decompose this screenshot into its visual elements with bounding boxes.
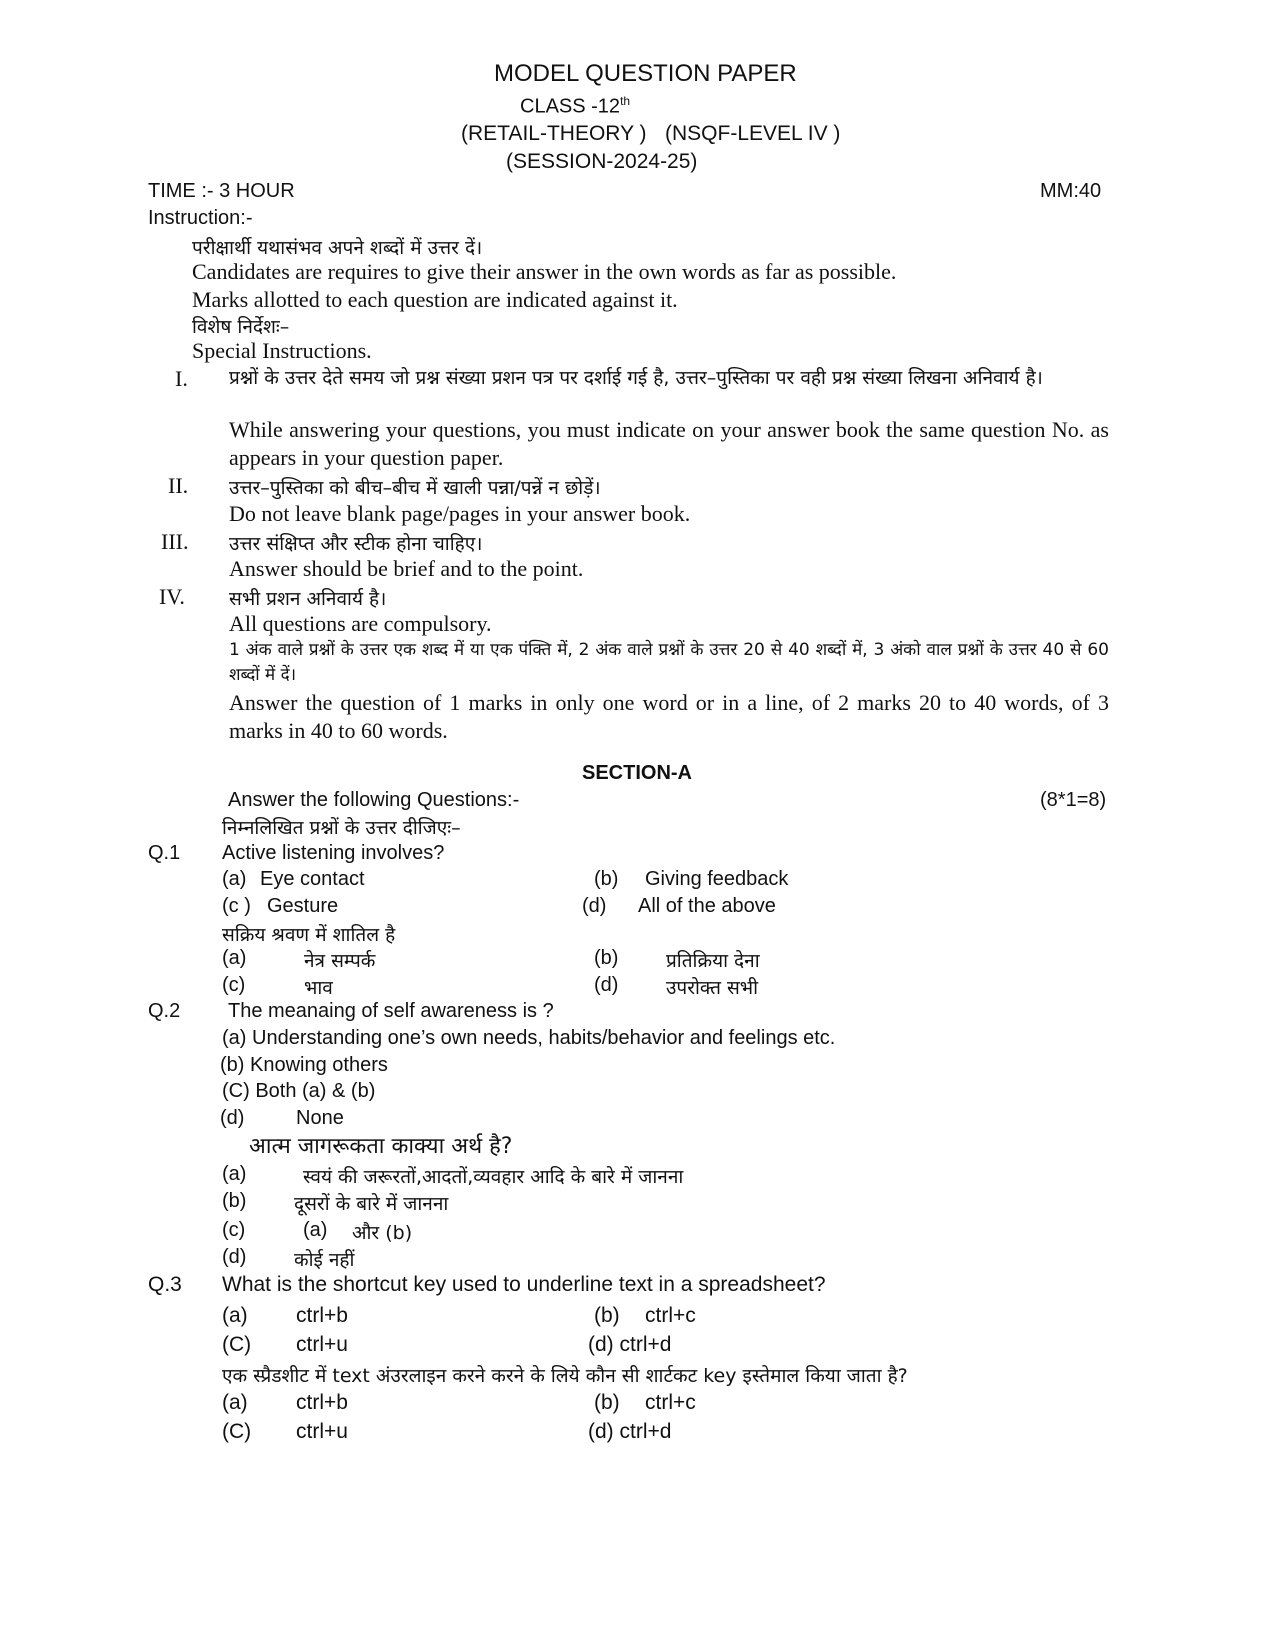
instruction-number: IV. xyxy=(159,584,185,609)
instruction-hindi: उत्तर–पुस्तिका को बीच–बीच में खाली पन्ना/पन्नें न छोड़ें। xyxy=(229,477,601,499)
max-marks-label: MM:40 xyxy=(1040,180,1102,202)
question-number: Q.3 xyxy=(148,1273,182,1296)
option-text: Eye contact xyxy=(260,868,365,890)
option-label: (a) xyxy=(222,1391,248,1414)
instruction-hindi: प्रश्नों के उत्तर देते समय जो प्रश्न संख्या प्रशन पत्र पर दर्शाई गई है, उत्तर–पुस्तिका पर वही प्रश्न संख्या लिखना अनिवार्य है। xyxy=(229,367,1043,389)
question-text: Active listening involves? xyxy=(222,842,445,864)
instruction-number: II. xyxy=(168,473,189,498)
option-text: Giving feedback xyxy=(645,868,789,890)
option-label: (c) xyxy=(222,974,246,996)
option-label: (a) xyxy=(222,1163,247,1185)
section-a-prompt: Answer the following Questions:- xyxy=(228,789,520,811)
option-label: (b) xyxy=(222,1190,247,1212)
option-text-hindi: और (b) xyxy=(352,1222,413,1244)
option-text: (d) ctrl+d xyxy=(588,1333,672,1356)
option-label: (b) xyxy=(594,947,619,969)
question-text-hindi: सक्रिय श्रवण में शातिल है xyxy=(222,924,396,946)
option-label: (c ) xyxy=(222,895,251,917)
option-label: (d) xyxy=(594,974,619,996)
class-superscript: th xyxy=(620,94,631,108)
option-text: All of the above xyxy=(638,895,776,917)
session-label: (SESSION-2024-25) xyxy=(506,150,698,173)
section-a-prompt-hindi: निम्नलिखित प्रश्नों के उत्तर दीजिएः– xyxy=(222,817,461,839)
option-label: (d) xyxy=(582,895,607,917)
question-text: What is the shortcut key used to underline text in a spreadsheet? xyxy=(222,1273,826,1296)
paper-title: MODEL QUESTION PAPER xyxy=(494,60,797,87)
instruction-hindi: उत्तर संक्षिप्त और स्टीक होना चाहिए। xyxy=(229,533,483,555)
option-text: (C) Both (a) & (b) xyxy=(222,1080,376,1102)
instruction-english-1: Candidates are requires to give their answer in the own words as far as possible. xyxy=(192,259,897,284)
level-label: (NSQF-LEVEL IV ) xyxy=(665,122,841,145)
option-label: (b) xyxy=(594,1391,620,1414)
option-text: (b) Knowing others xyxy=(220,1054,388,1076)
option-label: (c) xyxy=(222,1219,246,1241)
time-label: TIME :- 3 HOUR xyxy=(148,180,295,202)
option-text: (a) xyxy=(303,1219,328,1241)
question-number: Q.1 xyxy=(148,842,181,864)
option-label: (C) xyxy=(222,1420,252,1443)
option-text: (a) Understanding one’s own needs, habits/behavior and feelings etc. xyxy=(222,1027,836,1049)
instruction-english: While answering your questions, you must indicate on your answer book the same question No. as appears in your question paper. xyxy=(229,417,1109,470)
option-label: (a) xyxy=(222,868,247,890)
instruction-english: Do not leave blank page/pages in your answer book. xyxy=(229,501,691,526)
class-line xyxy=(520,94,630,119)
section-a-marks: (8*1=8) xyxy=(1040,789,1107,811)
option-text: None xyxy=(296,1107,344,1129)
instruction-english: All questions are compulsory. xyxy=(229,611,492,636)
subject-label: (RETAIL-THEORY ) xyxy=(461,122,647,145)
class-label: CLASS -12 xyxy=(520,95,621,118)
question-text-hindi: आत्म जागरूकता काक्या अर्थ है? xyxy=(249,1134,513,1159)
option-label: (C) xyxy=(222,1333,252,1356)
question-text: The meanaing of self awareness is ? xyxy=(228,1000,554,1022)
instruction-english: Answer should be brief and to the point. xyxy=(229,556,584,581)
instruction-english-marks: Answer the question of 1 marks in only one word or in a line, of 2 marks 20 to 40 words, of 3 marks in 40 to 60 words. xyxy=(229,690,1109,743)
option-text: ctrl+u xyxy=(296,1420,348,1443)
instruction-hindi: सभी प्रशन अनिवार्य है। xyxy=(229,588,387,610)
option-label: (b) xyxy=(594,1304,620,1327)
option-text-hindi: कोई नहीं xyxy=(294,1249,355,1271)
option-text-hindi: दूसरों के बारे में जानना xyxy=(294,1193,449,1215)
option-text: ctrl+b xyxy=(296,1304,348,1327)
option-text: ctrl+u xyxy=(296,1333,348,1356)
question-number: Q.2 xyxy=(148,1000,181,1022)
option-text: ctrl+c xyxy=(645,1304,696,1327)
option-text: Gesture xyxy=(267,895,339,917)
instruction-hindi-marks: 1 अंक वाले प्रश्नों के उत्तर एक शब्द में या एक पंक्ति में, 2 अंक वाले प्रश्नों के उत्तर 20 से 40 शब्दों में, 3 अंको वाल प्रश्नों के उत्तर 40 से 60 शब्दों में दें। xyxy=(229,640,1109,685)
instruction-hindi-1: परीक्षार्थी यथासंभव अपने शब्दों में उत्तर दें। xyxy=(192,237,483,259)
option-label: (b) xyxy=(594,868,619,890)
option-text-hindi: उपरोक्त सभी xyxy=(666,977,759,999)
section-a-title: SECTION-A xyxy=(582,762,692,784)
instruction-english-2: Marks allotted to each question are indicated against it. xyxy=(192,287,678,312)
special-instruction-english: Special Instructions. xyxy=(192,338,372,363)
option-text-hindi: प्रतिक्रिया देना xyxy=(666,950,760,972)
option-text-hindi: नेत्र सम्पर्क xyxy=(304,950,376,972)
option-text-hindi: स्वयं की जरूरतों,आदतों,व्यवहार आदि के बारे में जानना xyxy=(303,1166,684,1188)
option-label: (a) xyxy=(222,1304,248,1327)
option-text: ctrl+b xyxy=(296,1391,348,1414)
question-text-hindi: एक स्प्रैडशीट में text अंउरलाइन करने करने के लिये कौन सी शार्टकट key इस्तेमाल किया जाता है? xyxy=(222,1365,908,1387)
instruction-number: I. xyxy=(175,366,188,391)
instruction-number: III. xyxy=(161,529,189,554)
option-text-hindi: भाव xyxy=(304,977,333,999)
option-label: (d) xyxy=(220,1107,245,1129)
option-label: (d) xyxy=(222,1246,247,1268)
option-text: ctrl+c xyxy=(645,1391,696,1414)
special-instruction-hindi: विशेष निर्देशः– xyxy=(192,316,290,338)
option-label: (a) xyxy=(222,947,247,969)
option-text: (d) ctrl+d xyxy=(588,1420,672,1443)
instruction-heading: Instruction:- xyxy=(148,207,253,229)
